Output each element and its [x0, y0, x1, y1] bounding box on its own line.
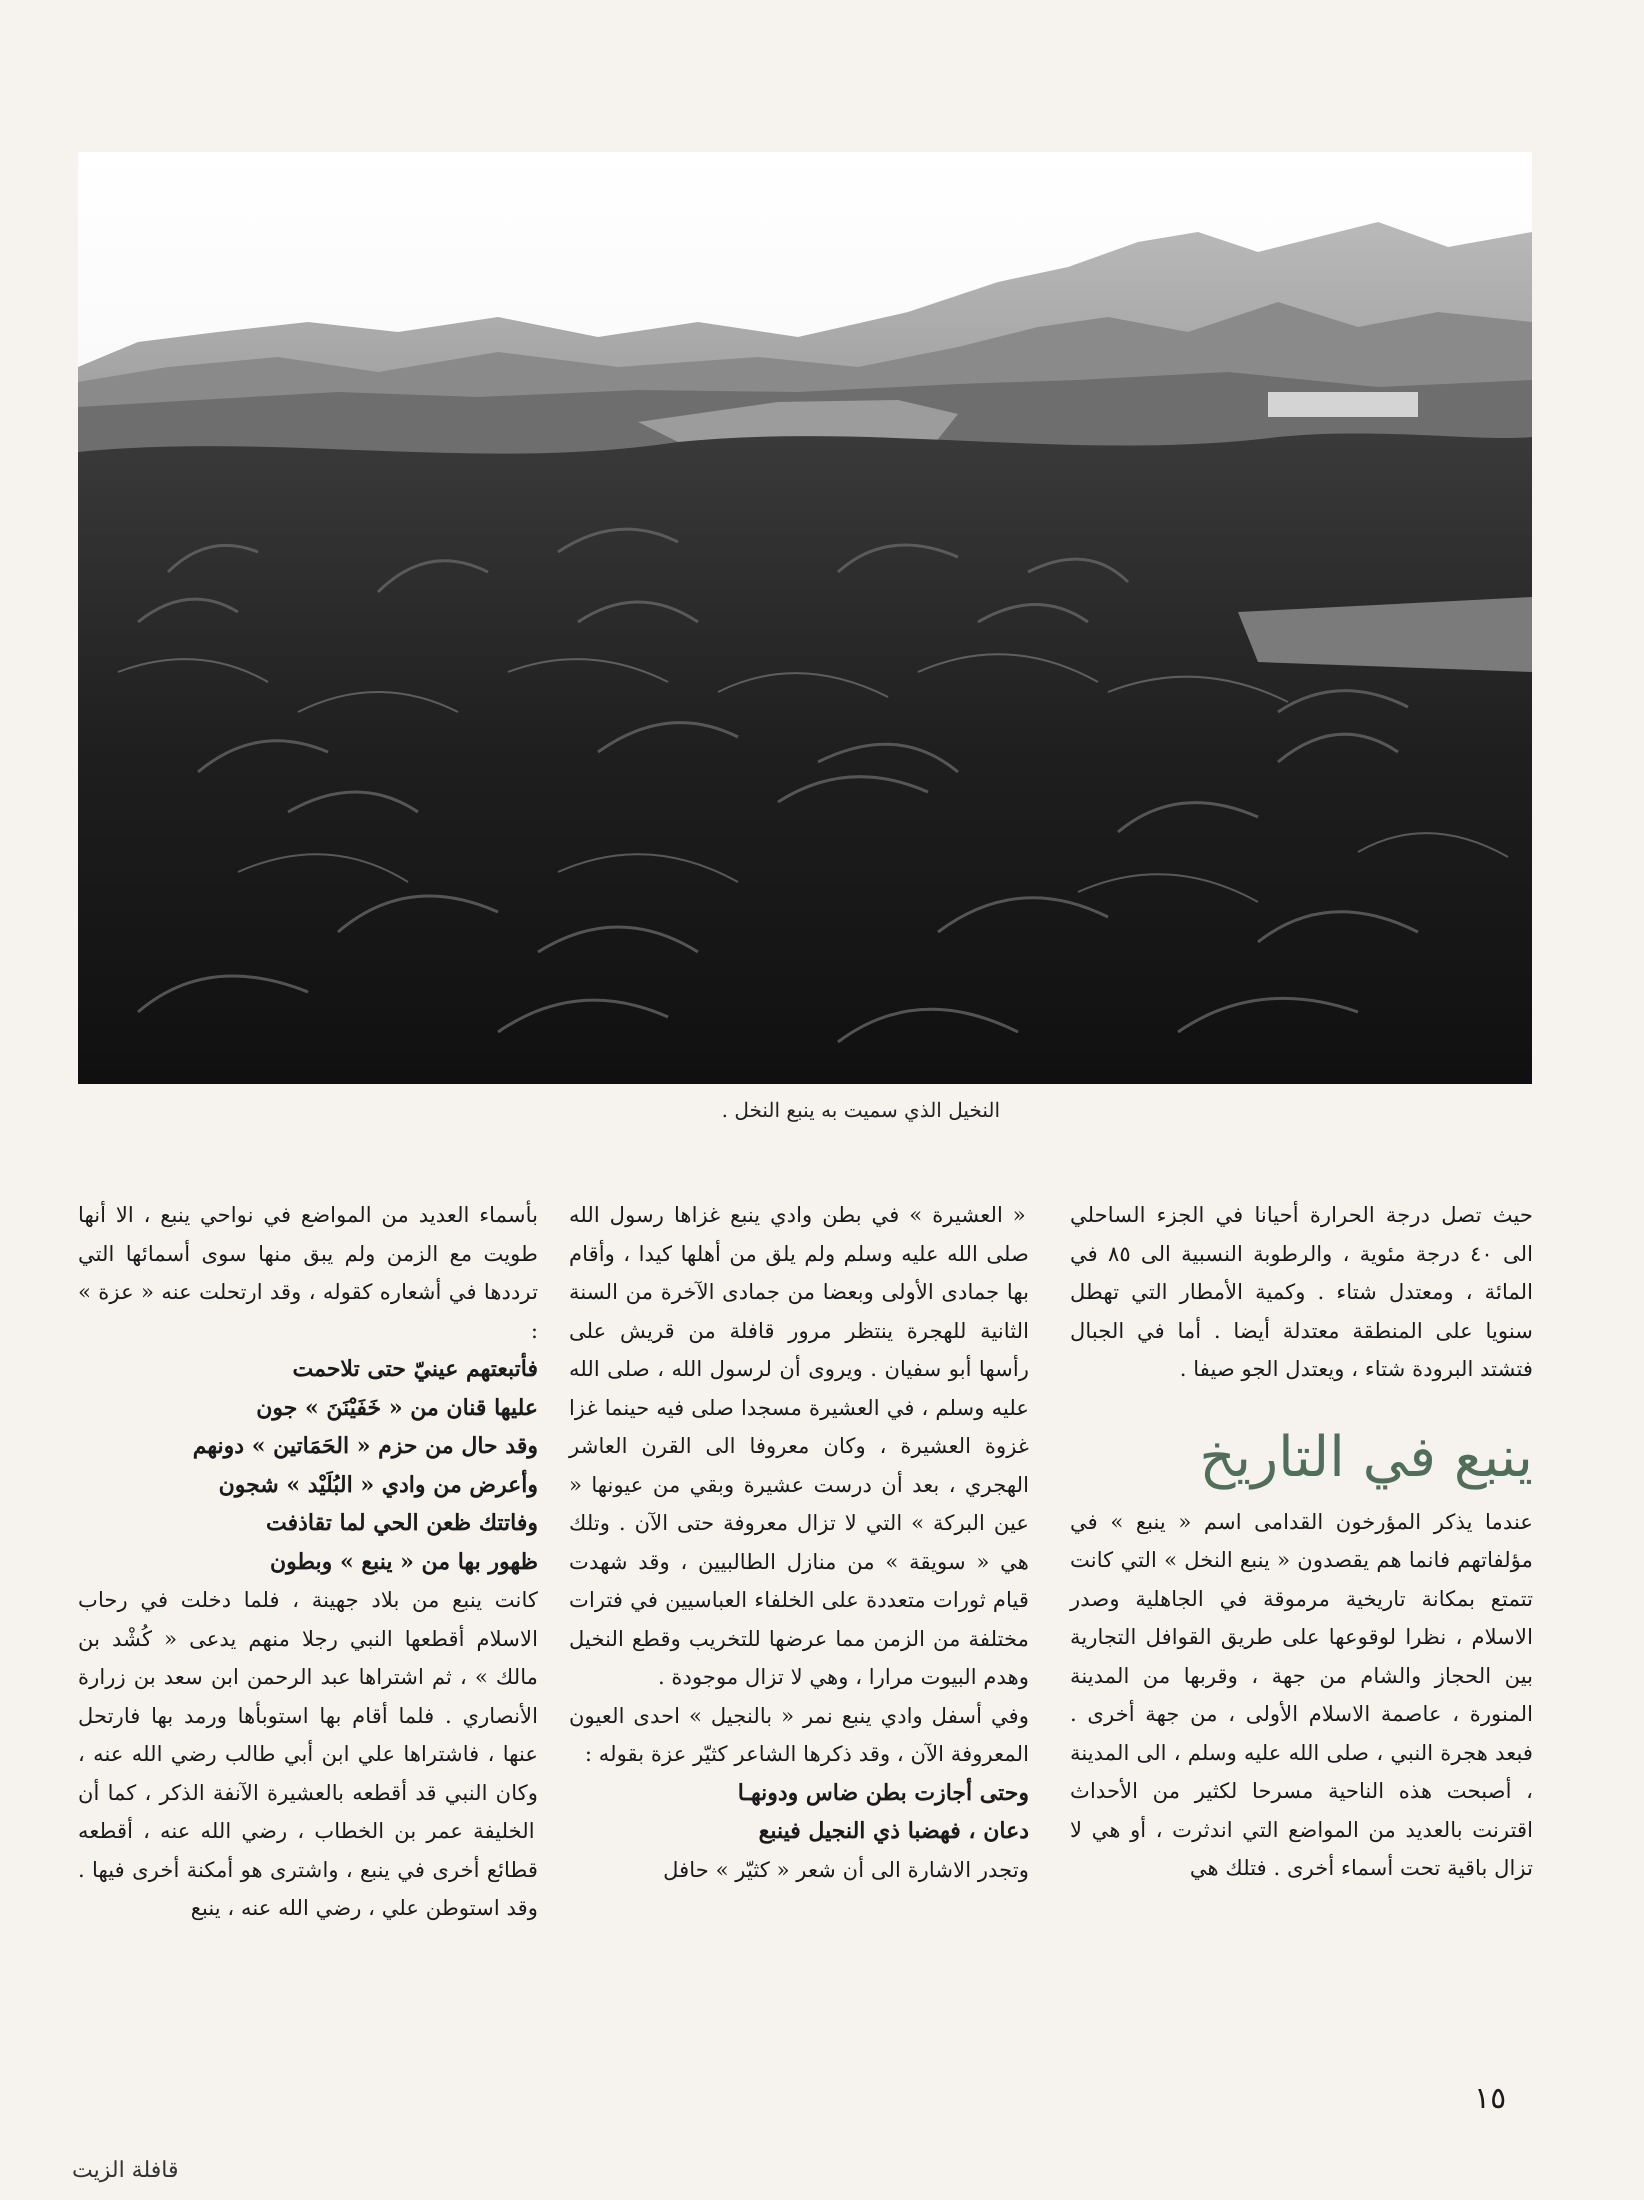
text-line: صلى الله عليه وسلم ، الى المدينة ، أصبحت [1070, 1739, 1534, 1803]
page-number: ١٥ [1474, 2081, 1507, 2116]
text-line: معروفة حتى الآن . وتلك هي « سويقة » من [569, 1510, 1029, 1574]
text-line: مرارا ، وهي لا تزال موجودة . [657, 1664, 914, 1689]
text-line: وفي أسفل وادي ينبع نمر « بالنجيل » [680, 1702, 1030, 1728]
text-line: قريش على رأسها أبو سفيان . ويروى أن لرسول [569, 1317, 1030, 1381]
paragraph-ushayra [569, 1196, 1029, 1697]
text-line: الله ، صلى الله عليه وسلم ، في العشيرة مسجدا [569, 1356, 1029, 1420]
text-line: وتجدر الاشارة الى أن شعر « كثيّر » حافل [663, 1856, 1029, 1882]
text-line: في مؤلفاتهم فانما هم يقصدون « ينبع النخل » [1070, 1508, 1533, 1572]
verse-line: عليها قنان من « خَفَيْنَنَ » جون [256, 1394, 538, 1421]
palm-grove-image [78, 152, 1532, 1084]
text-line: بالعديد من المواضع التي اندثرت ، أو هي [1082, 1816, 1463, 1842]
text-line: منازل الطالبيين ، وقد شهدت قيام ثورات متعددة [569, 1548, 1030, 1612]
text-line: في رحاب الاسلام أقطعها النبي رجلا منهم يدعى [78, 1587, 538, 1651]
verse-line: دعان ، فهضبا ذي النجيل فينبع [758, 1818, 1029, 1844]
photo-caption: النخيل الذي سميت به ينبع النخل . [721, 1098, 1000, 1122]
text-line: وبقي من عيونها « عين البركة » التي لا تزال [569, 1471, 1029, 1535]
text-line: الأولى ، من جهة أخرى . فبعد هجرة النبي ، [1070, 1701, 1533, 1765]
text-line: التي تهطل سنويا على المنطقة معتدلة أيضا . [1070, 1279, 1533, 1343]
text-line: استوبأها ورمد بها فارتحل عنها ، فاشتراها علي [78, 1702, 538, 1766]
poem-verse [569, 1774, 1029, 1851]
verse-line: فأتبعتهم عينيّ حتى تلاحمت [292, 1356, 538, 1382]
text-line: الى القرن العاشر الهجري ، بعد أن درست عشيرة [569, 1433, 1029, 1497]
text-line: كانت ينبع من بلاد جهينة ، فلما دخلت [168, 1587, 538, 1612]
verse-line: وحتى أجازت بطن ضاس ودونهـا [737, 1779, 1029, 1806]
text-line: أسمائها التي ترددها في أشعاره كقوله ، وقد [78, 1240, 538, 1304]
text-line: لا تزال باقية تحت أسماء أخرى . فتلك هي [1070, 1816, 1533, 1880]
paragraph-history [1070, 1503, 1533, 1888]
text-line: الا أنها طويت مع الزمن ولم يبق منها سوى [78, 1202, 538, 1266]
text-line: ابن سعد بن زرارة الأنصاري . فلما أقام بها [78, 1664, 538, 1728]
text-line: على الخلفاء العباسيين في فترات مختلفة من الزمن [569, 1587, 1030, 1651]
text-column-right [1070, 1196, 1533, 1888]
text-line: طريق القوافل التجارية بين الحجاز والشام من [1070, 1624, 1533, 1688]
text-line: قد أقطعه بالعشيرة الآنفة الذكر ، كما أن الخليفة [78, 1779, 535, 1843]
text-line: فيها . وقد استوطن علي ، رضي الله عنه ، ينبع [78, 1856, 538, 1920]
paragraph-intro [1070, 1196, 1533, 1389]
text-line: عندما يذكر المؤرخون القدامى اسم « ينبع » [1097, 1508, 1533, 1534]
text-line: ابن أبي طالب رضي الله عنه ، وكان النبي [78, 1741, 538, 1805]
paragraph-juhayna [78, 1581, 538, 1928]
section-heading: ينبع في التاريخ [1199, 1424, 1533, 1490]
text-line: ارتحلت عنه « عزة » : [78, 1279, 538, 1343]
paragraph-najil [569, 1697, 1029, 1774]
text-line: بأسماء العديد من المواضع في نواحي ينبع ، [133, 1202, 538, 1227]
paragraph-kuthayyir [569, 1851, 1029, 1890]
text-line: الساحلي الى ٤٠ درجة مئوية ، والرطوبة النسبية [1070, 1202, 1533, 1266]
text-line: هذه الناحية مسرحا لكثير من الأحداث اقترنت [1070, 1778, 1533, 1842]
text-line: قطائع أخرى في ينبع ، واشترى هو أمكنة أخرى [124, 1856, 539, 1882]
text-line: الى ٨٥ في المائة ، ومعتدل شتاء . وكمية الأمطار [1070, 1240, 1533, 1304]
text-line: صلى فيه حينما غزا غزوة العشيرة ، وكان معروفا [569, 1394, 1029, 1458]
verse-line: وأعرض من وادي « البُلَيْد » شجون [218, 1471, 538, 1498]
text-column-left [78, 1196, 538, 1928]
magazine-name: قافلة الزيت [72, 2158, 179, 2183]
poem-verses [78, 1350, 538, 1581]
text-line: صلى الله عليه وسلم ولم يلق من أهلها كيدا ، [614, 1240, 1029, 1266]
text-line: الجاهلية وصدر الاسلام ، نظرا لوقوعها على [1070, 1585, 1533, 1649]
text-line: احدى العيون المعروفة الآن ، وقد ذكرها الشاعر [569, 1702, 1029, 1766]
text-line: من السنة الثانية للهجرة ينتظر مرور قافلة من [569, 1279, 1029, 1343]
text-line: حيث تصل درجة الحرارة أحيانا في الجزء [1145, 1202, 1533, 1227]
palm-grove-photo [78, 152, 1532, 1084]
text-line: وأقام بها جمادى الأولى وبعضا من جمادى الآخرة [569, 1240, 1029, 1304]
text-line: كثيّر عزة بقوله : [584, 1741, 728, 1766]
text-line: جهة ، وقربها من المدينة المنورة ، عاصمة الاسلام [1070, 1662, 1533, 1726]
text-line: « العشيرة » في بطن وادي ينبع غزاها رسول الله [569, 1202, 1026, 1227]
verse-line: وقد حال من حزم « الحَمَاتين » دونهم [192, 1433, 538, 1459]
text-line: الجو صيفا . [1179, 1356, 1279, 1381]
text-line: « كُشْد بن مالك » ، ثم اشتراها عبد الرحمن [78, 1625, 538, 1689]
text-line: أما في الجبال فتشتد البرودة شتاء ، ويعتدل [1070, 1317, 1533, 1381]
text-line: عمر بن الخطاب ، رضي الله عنه ، أقطعه [78, 1818, 463, 1843]
text-line: التي كانت تتمتع بمكانة تاريخية مرموقة في [1070, 1547, 1533, 1611]
verse-line: وفاتتك ظعن الحي لما تقاذفت [265, 1510, 538, 1536]
paragraph-places [78, 1196, 538, 1350]
verse-line: ظهور بها من « ينبع » وبطون [269, 1548, 538, 1575]
text-column-middle [569, 1196, 1029, 1889]
text-line: مما عرضها للتخريب وقطع النخيل وهدم البيوت [569, 1625, 1029, 1689]
